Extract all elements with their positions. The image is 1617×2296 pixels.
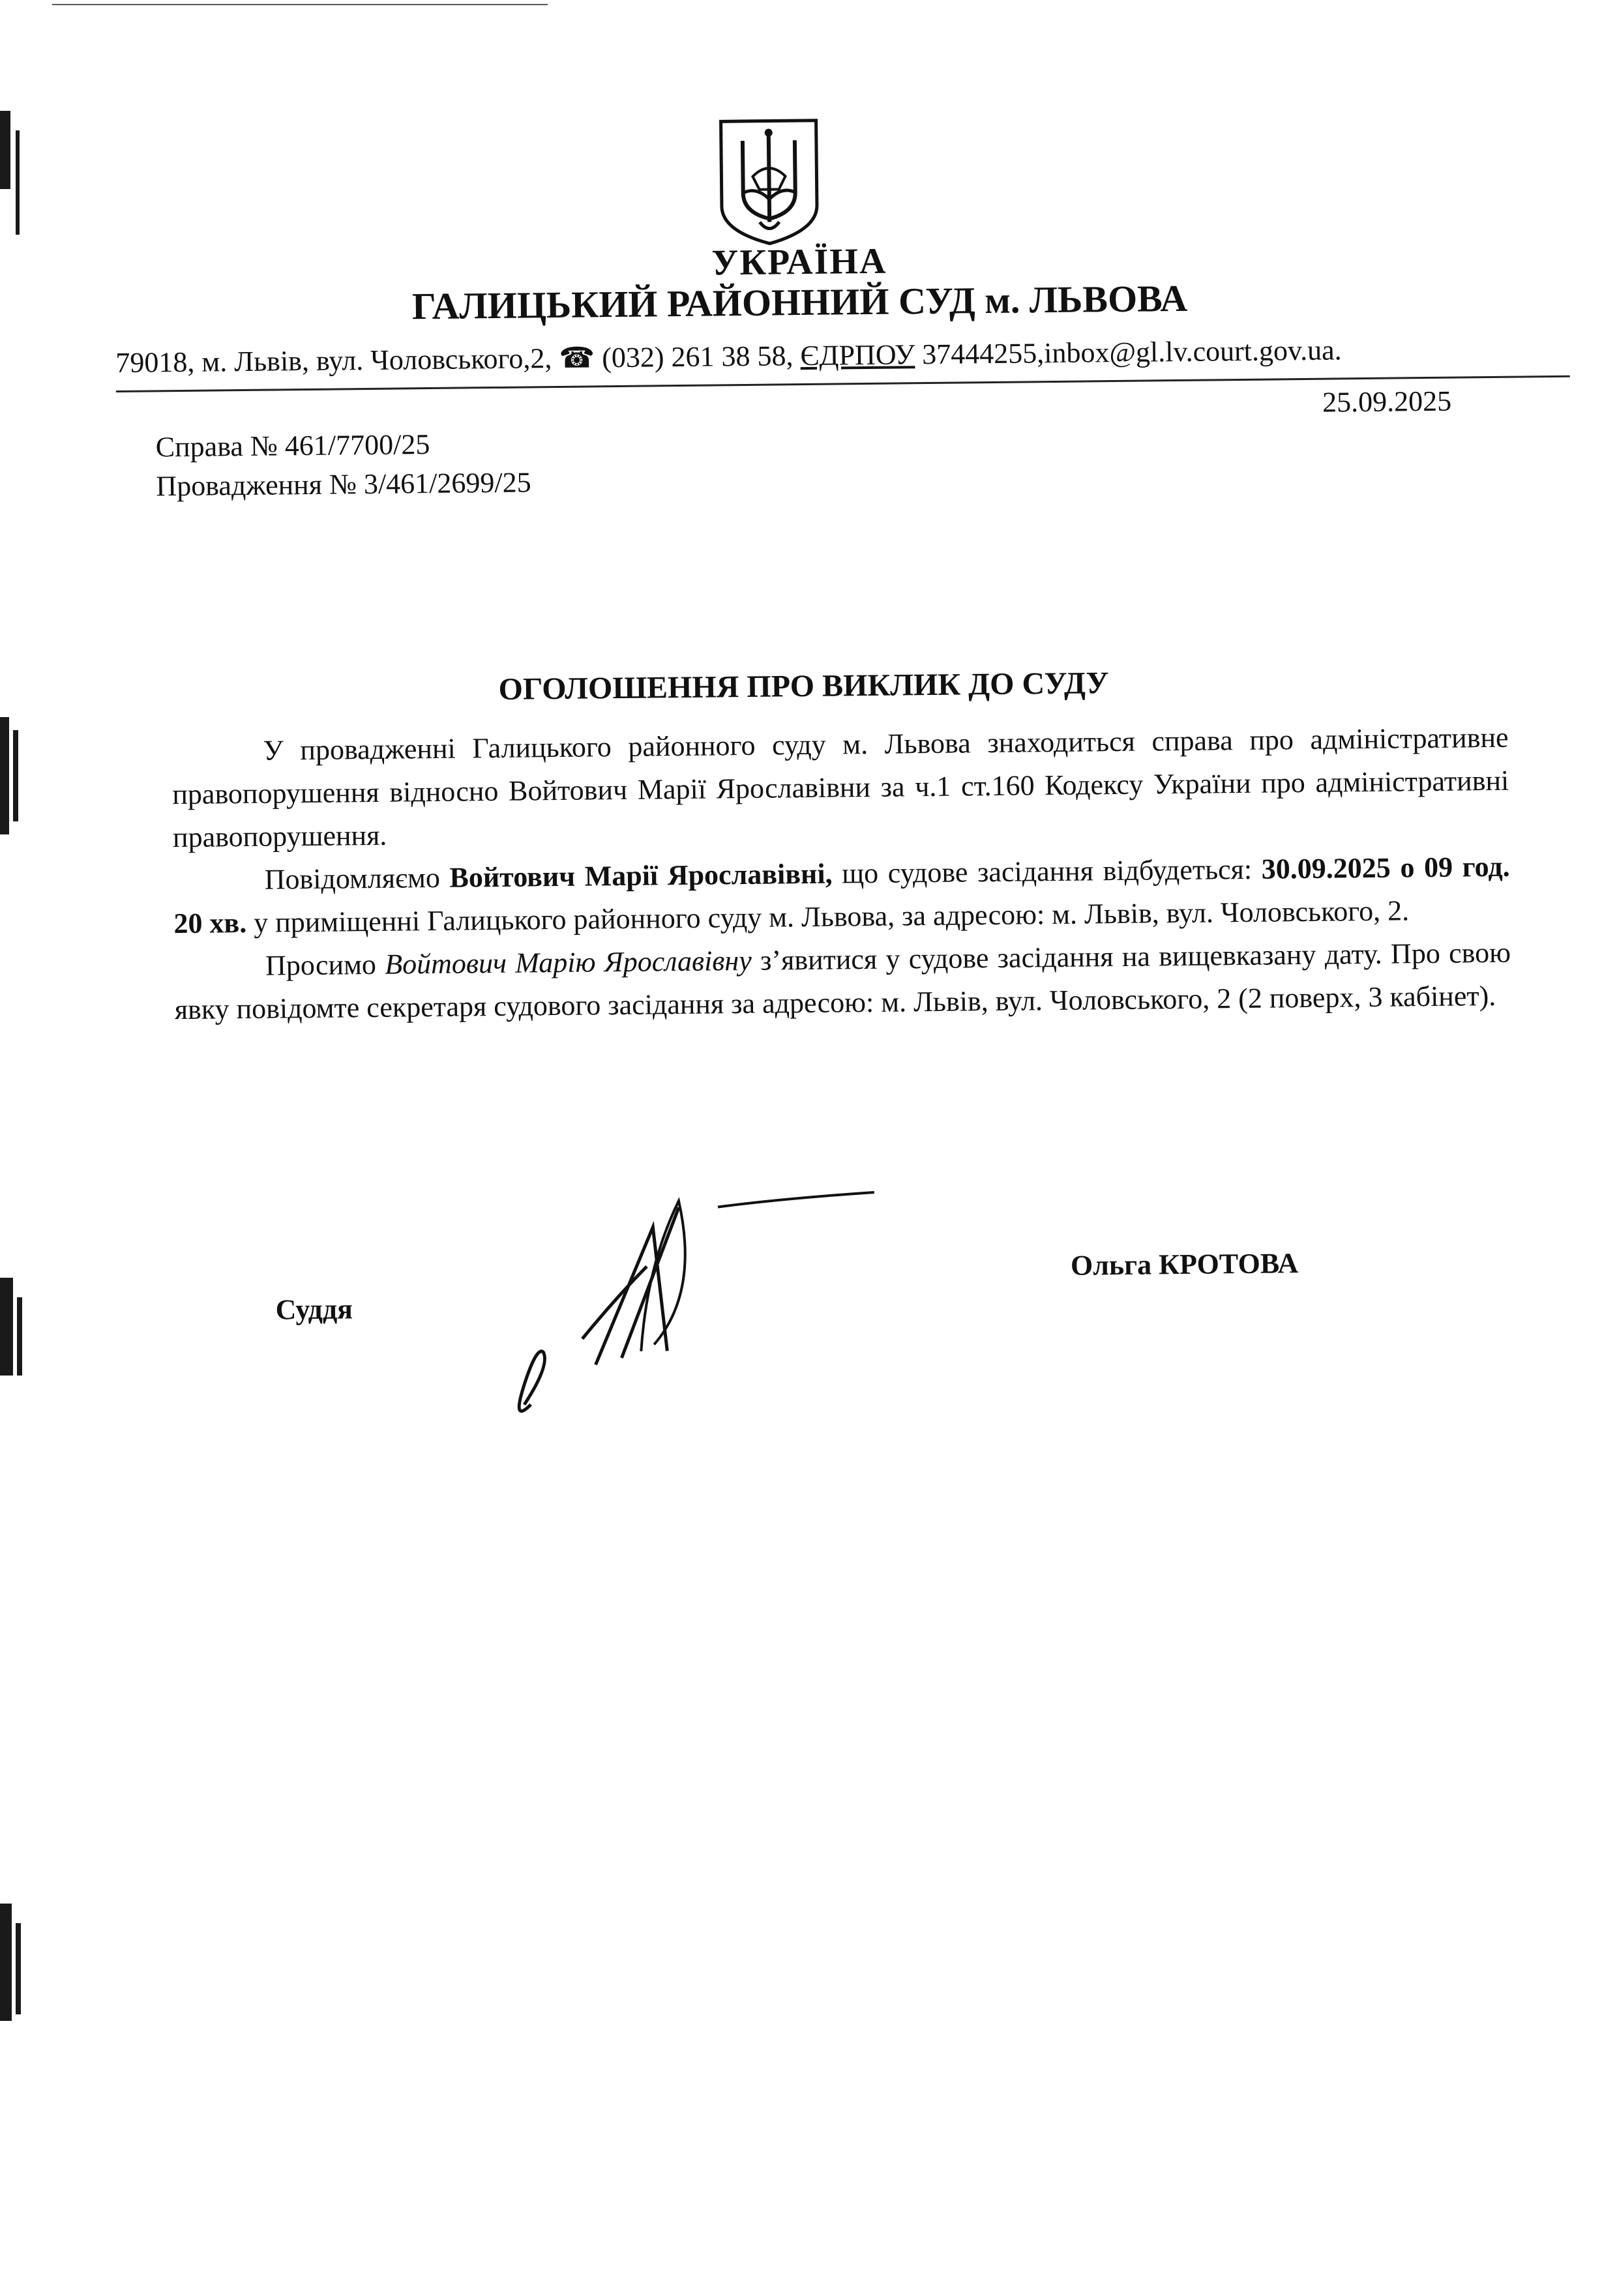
paragraph-case-info: У провадженні Галицького районного суду м. Львова знаходиться справа про адміністративне правопорушення відносно Войтович Марії Ярославівни за ч.1 ст.160 Кодексу України про адміністративні правопорушення. bbox=[172, 721, 1509, 854]
handwritten-signature bbox=[483, 1186, 903, 1432]
text-segment: з’явитися у судове засідання на вищевказану дату. Про свою явку повідомте секретаря судового засідання за адресою: м. Львів, вул. Чоловського, 2 (2 поверх, 3 кабінет). bbox=[174, 936, 1511, 1026]
edrpou-email: 37444255,inbox@gl.lv.court.gov.ua. bbox=[914, 334, 1342, 371]
document-date: 25.09.2025 bbox=[1322, 385, 1452, 419]
court-address-line bbox=[115, 331, 1563, 379]
telephone-icon: ☎ bbox=[559, 342, 595, 374]
text-segment: у приміщенні Галицького районного суду м. Львова, за адресою: м. Львів, вул. Чоловського, 2. bbox=[246, 894, 1410, 939]
judge-role-label: Суддя bbox=[275, 1293, 353, 1326]
proceeding-number: Провадження № 3/461/2699/25 bbox=[156, 466, 531, 503]
judge-name: Ольга КРОТОВА bbox=[1070, 1247, 1299, 1282]
paragraph-request bbox=[174, 932, 1511, 1031]
document-title: ОГОЛОШЕННЯ ПРО ВИКЛИК ДО СУДУ bbox=[498, 666, 1109, 707]
hearing-datetime: 30.09.2025 о 09 год. 20 хв. bbox=[173, 850, 1510, 940]
defendant-name: Войтович Марії Ярославівні, bbox=[449, 857, 833, 894]
text-segment: Просимо bbox=[265, 948, 385, 982]
notice-body bbox=[171, 716, 1511, 1031]
defendant-name-italic: Войтович Марію Ярославівну bbox=[384, 944, 752, 980]
address-text: 79018, м. Львів, вул. Чоловського,2, bbox=[115, 342, 559, 379]
trident-emblem-icon bbox=[713, 114, 825, 249]
edrpou-label: ЄДРПОУ bbox=[800, 338, 915, 372]
text-segment: що судове засідання відбудеться: bbox=[832, 853, 1262, 890]
text-segment: Повідомляємо bbox=[264, 861, 450, 896]
phone-number: (032) 261 38 58 bbox=[601, 340, 786, 374]
paragraph-hearing-notice bbox=[173, 846, 1510, 945]
phone-separator: , bbox=[786, 340, 801, 372]
court-name-heading: ГАЛИЦЬКИЙ РАЙОННИЙ СУД м. ЛЬВОВА bbox=[411, 276, 1188, 328]
case-number: Справа № 461/7700/25 bbox=[155, 428, 430, 464]
country-heading: УКРАЇНА bbox=[711, 241, 887, 284]
